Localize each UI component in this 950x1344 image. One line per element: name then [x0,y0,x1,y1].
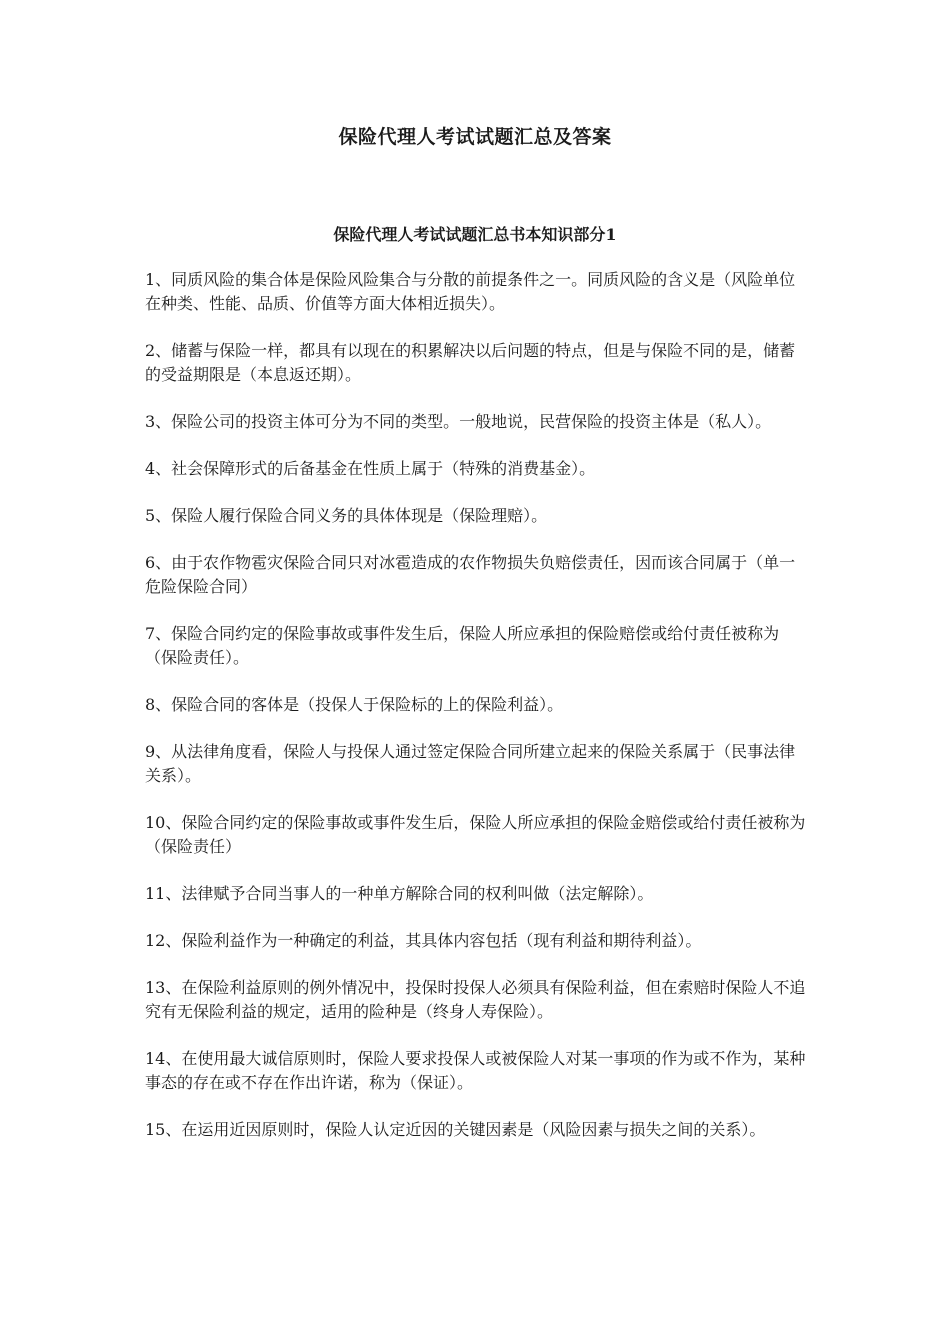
question-item-6: 6、由于农作物雹灾保险合同只对冰雹造成的农作物损失负赔偿责任，因而该合同属于（单一危险保险合同） [145,553,796,596]
question-item-12: 12、保险利益作为一种确定的利益，其具体内容包括（现有利益和期待利益）。 [145,931,702,950]
question-item-1: 1、同质风险的集合体是保险风险集合与分散的前提条件之一。同质风险的含义是（风险单位在种类、性能、品质、价值等方面大体相近损失）。 [145,270,796,313]
question-item-13: 13、在保险利益原则的例外情况中，投保时投保人必须具有保险利益，但在索赔时保险人不追究有无保险利益的规定，适用的险种是（终身人寿保险）。 [145,978,806,1021]
question-item-7: 7、保险合同约定的保险事故或事件发生后，保险人所应承担的保险赔偿或给付责任被称为（保险责任）。 [145,624,780,667]
question-item-2: 2、储蓄与保险一样，都具有以现在的积累解决以后问题的特点，但是与保险不同的是，储蓄的受益期限是（本息返还期）。 [145,341,796,384]
question-item-5: 5、保险人履行保险合同义务的具体体现是（保险理赔）。 [145,506,548,525]
question-item-4: 4、社会保障形式的后备基金在性质上属于（特殊的消费基金）。 [145,459,596,478]
question-item-9: 9、从法律角度看，保险人与投保人通过签定保险合同所建立起来的保险关系属于（民事法律关系）。 [145,742,796,785]
section-title: 保险代理人考试试题汇总书本知识部分1 [333,225,617,244]
document-title: 保险代理人考试试题汇总及答案 [338,126,612,148]
question-item-14: 14、在使用最大诚信原则时，保险人要求投保人或被保险人对某一事项的作为或不作为，某种事态的存在或不存在作出许诺，称为（保证）。 [145,1049,806,1092]
question-item-10: 10、保险合同约定的保险事故或事件发生后，保险人所应承担的保险金赔偿或给付责任被称为（保险责任） [145,813,806,856]
question-item-11: 11、法律赋予合同当事人的一种单方解除合同的权利叫做（法定解除）。 [145,884,654,903]
question-item-8: 8、保险合同的客体是（投保人于保险标的上的保险利益）。 [145,695,564,714]
question-item-3: 3、保险公司的投资主体可分为不同的类型。一般地说，民营保险的投资主体是（私人）。 [145,412,772,431]
question-item-15: 15、在运用近因原则时，保险人认定近因的关键因素是（风险因素与损失之间的关系）。 [145,1120,766,1139]
question-list [145,268,810,1165]
